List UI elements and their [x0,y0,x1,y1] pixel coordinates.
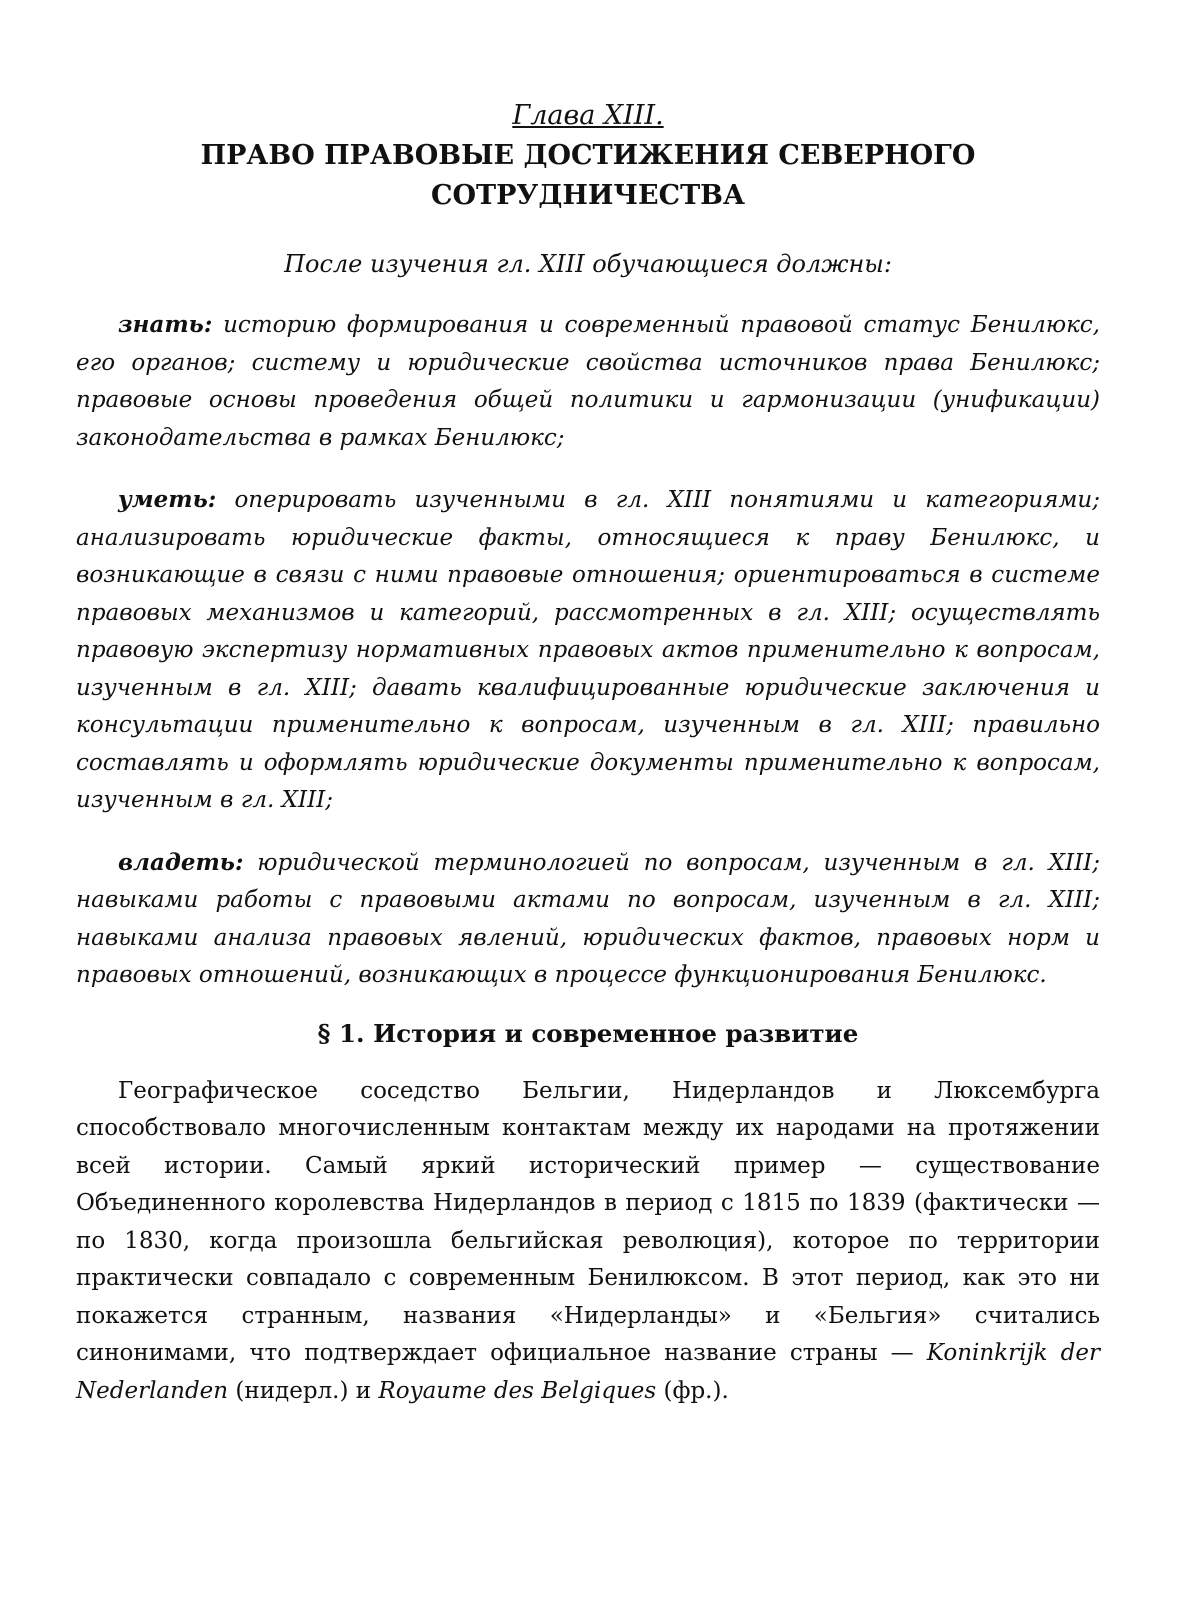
goal-master-text: юридической терминологией по вопросам, изученным в гл. XIII; навыками работы с правовыми актами по вопросам, изученным в гл. XIII; навыками анализа правовых явлений, юридических фактов, правовых норм и правовых отношений, возникающих в процессе функционирования Бенилюкс. [76,849,1100,988]
goal-master-lead: владеть: [118,848,244,876]
paragraph-part-3: (фр.). [656,1377,729,1404]
goal-know-lead: знать: [118,311,213,338]
dutch-country-name: Koninkrijk der Nederlanden [76,1340,1100,1404]
chapter-title-line-1: ПРАВО ПРАВОВЫЕ ДОСТИЖЕНИЯ СЕВЕРНОГО [200,140,976,171]
chapter-title [76,136,1100,216]
chapter-label: Глава XIII. [512,100,664,131]
goal-can-text: оперировать изученными в гл. XIII понятиями и категориями; анализировать юридические факты, относящиеся к праву Бенилюкс, и возникающие в связи с ними правовые отношения; ориентироваться в системе правовых механизмов и категорий, рассмотренных в гл. XIII; осуществлять правовую экспертизу нормативных правовых актов применительно к вопросам, изученным в гл. XIII; давать квалифицированные юридические заключения и консультации применительно к вопросам, изученным в гл. XIII; правильно составлять и оформлять юридические документы применительно к вопросам, изученным в гл. XIII; [76,487,1100,813]
learning-outcomes-intro: После изучения гл. XIII обучающиеся должны: [284,250,892,278]
document-page [76,96,1100,1410]
paragraph-part-2: (нидерл.) и [228,1377,379,1404]
section-paragraph [76,1073,1100,1411]
chapter-title-line-2: СОТРУДНИЧЕСТВА [431,180,745,211]
goal-know-text: историю формирования и современный правовой статус Бенилюкс, его органов; систему и юридические свойства источников права Бенилюкс; правовые основы проведения общей политики и гармонизации (унификации) законодательства в рамках Бенилюкс; [76,312,1100,451]
goal-can [76,481,1100,820]
french-country-name: Royaume des Belgiques [378,1377,657,1404]
goal-know [76,306,1100,457]
paragraph-part-1: Географическое соседство Бельгии, Нидерландов и Люксембурга способствовало многочисленным контактам между их народами на протяжении всей истории. Самый яркий исторический пример — существование Объединенного королевства Нидерландов в период с 1815 по 1839 (фактически — по 1830, когда произошла бельгийская революция), которое по территории практически совпадало с современным Бенилюксом. В этот период, как это ни покажется странным, названия «Нидерланды» и «Бельгия» считались синонимами, что подтверждает официальное название страны — [76,1077,1100,1366]
goal-can-lead: уметь: [118,486,217,513]
goal-master [76,844,1100,995]
section-title: § 1. История и современное развитие [317,1018,859,1048]
